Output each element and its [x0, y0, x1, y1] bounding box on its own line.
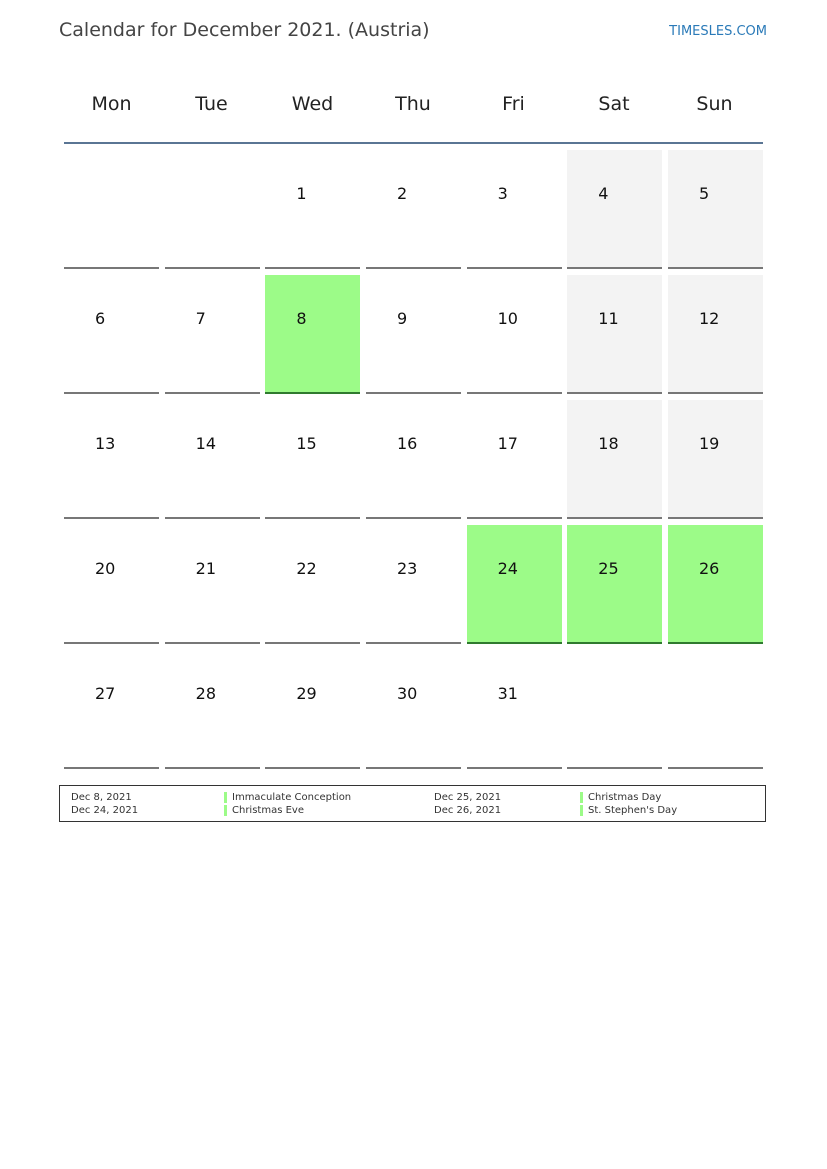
- day-number: 6: [95, 309, 106, 328]
- day-cell-sun: [668, 275, 763, 394]
- holiday-color-swatch: [580, 792, 583, 803]
- week-row: [64, 400, 763, 519]
- calendar-grid: [64, 80, 763, 769]
- day-cell-tue: [165, 650, 260, 769]
- day-cell-sat: [567, 525, 662, 644]
- day-cell-wed: [265, 275, 360, 394]
- day-cell-mon: [64, 650, 159, 769]
- day-cell-thu: [366, 650, 461, 769]
- day-cell-wed: [265, 150, 360, 269]
- day-number: 24: [497, 559, 518, 578]
- day-number: 11: [598, 309, 619, 328]
- day-number: 9: [396, 309, 408, 328]
- day-number: 30: [396, 684, 418, 703]
- day-number: 28: [195, 684, 217, 703]
- day-number: 16: [396, 434, 418, 453]
- legend-date: Dec 24, 2021: [71, 805, 139, 816]
- day-cell-mon: [64, 400, 159, 519]
- weekday-mon: Mon: [91, 93, 132, 115]
- day-number: 3: [497, 184, 508, 203]
- day-cell-tue: [165, 400, 260, 519]
- day-number: 20: [95, 559, 116, 578]
- page-title: Calendar for December 2021. (Austria): [59, 19, 430, 41]
- day-cell-mon: [64, 275, 159, 394]
- day-number: 5: [698, 184, 710, 203]
- legend-date: Dec 26, 2021: [434, 805, 502, 816]
- empty-day-cell: [668, 650, 763, 769]
- day-number: 22: [296, 559, 317, 578]
- day-number: 27: [95, 684, 116, 703]
- holiday-color-swatch: [224, 792, 227, 803]
- day-cell-sun: [668, 525, 763, 644]
- empty-day-cell: [567, 650, 662, 769]
- day-number: 4: [598, 184, 609, 203]
- day-cell-sat: [567, 275, 662, 394]
- weekday-thu: Thu: [395, 93, 431, 115]
- holiday-color-swatch: [224, 805, 227, 816]
- empty-day-cell: [64, 150, 159, 269]
- day-cell-fri: [467, 525, 562, 644]
- day-number: 13: [95, 434, 116, 453]
- day-number: 23: [396, 559, 418, 578]
- day-cell-thu: [366, 150, 461, 269]
- day-number: 19: [698, 434, 720, 453]
- week-row: [64, 150, 763, 269]
- empty-day-cell: [165, 150, 260, 269]
- week-row: [64, 525, 763, 644]
- day-cell-wed: [265, 650, 360, 769]
- legend-date: Dec 25, 2021: [434, 792, 502, 803]
- day-cell-fri: [467, 400, 562, 519]
- day-number: 12: [698, 309, 720, 328]
- weekday-header-row: [64, 80, 763, 144]
- holiday-legend: [59, 785, 766, 822]
- weekday-tue: Tue: [195, 93, 228, 115]
- day-cell-thu: [366, 400, 461, 519]
- week-row: [64, 650, 763, 769]
- day-cell-thu: [366, 275, 461, 394]
- day-cell-sun: [668, 400, 763, 519]
- brand-link[interactable]: TIMESLES.COM: [669, 24, 767, 39]
- day-cell-fri: [467, 650, 562, 769]
- day-number: 15: [296, 434, 317, 453]
- weekday-sat: Sat: [598, 93, 630, 115]
- day-cell-wed: [265, 400, 360, 519]
- legend-holiday-name: St. Stephen's Day: [588, 805, 678, 816]
- day-cell-tue: [165, 525, 260, 644]
- day-number: 14: [195, 434, 217, 453]
- day-number: 8: [296, 309, 307, 328]
- holiday-color-swatch: [580, 805, 583, 816]
- day-cell-thu: [366, 525, 461, 644]
- legend-date: Dec 8, 2021: [71, 792, 132, 803]
- day-number: 17: [497, 434, 518, 453]
- day-cell-fri: [467, 275, 562, 394]
- day-number: 2: [396, 184, 408, 203]
- legend-holiday-name: Christmas Day: [588, 792, 662, 803]
- weekday-wed: Wed: [291, 93, 334, 115]
- legend-holiday-name: Christmas Eve: [232, 805, 304, 816]
- day-cell-sat: [567, 400, 662, 519]
- week-row: [64, 275, 763, 394]
- day-number: 31: [497, 684, 518, 703]
- day-number: 1: [296, 184, 307, 203]
- weeks-container: [64, 150, 763, 769]
- day-cell-fri: [467, 150, 562, 269]
- weekday-sun: Sun: [696, 93, 733, 115]
- day-number: 29: [296, 684, 317, 703]
- day-number: 26: [698, 559, 720, 578]
- day-cell-mon: [64, 525, 159, 644]
- day-cell-sat: [567, 150, 662, 269]
- day-cell-tue: [165, 275, 260, 394]
- legend-holiday-name: Immaculate Conception: [232, 792, 352, 803]
- day-cell-sun: [668, 150, 763, 269]
- day-number: 18: [598, 434, 619, 453]
- day-number: 25: [598, 559, 619, 578]
- day-number: 21: [195, 559, 217, 578]
- day-cell-wed: [265, 525, 360, 644]
- day-number: 10: [497, 309, 518, 328]
- day-number: 7: [195, 309, 206, 328]
- weekday-fri: Fri: [502, 93, 525, 115]
